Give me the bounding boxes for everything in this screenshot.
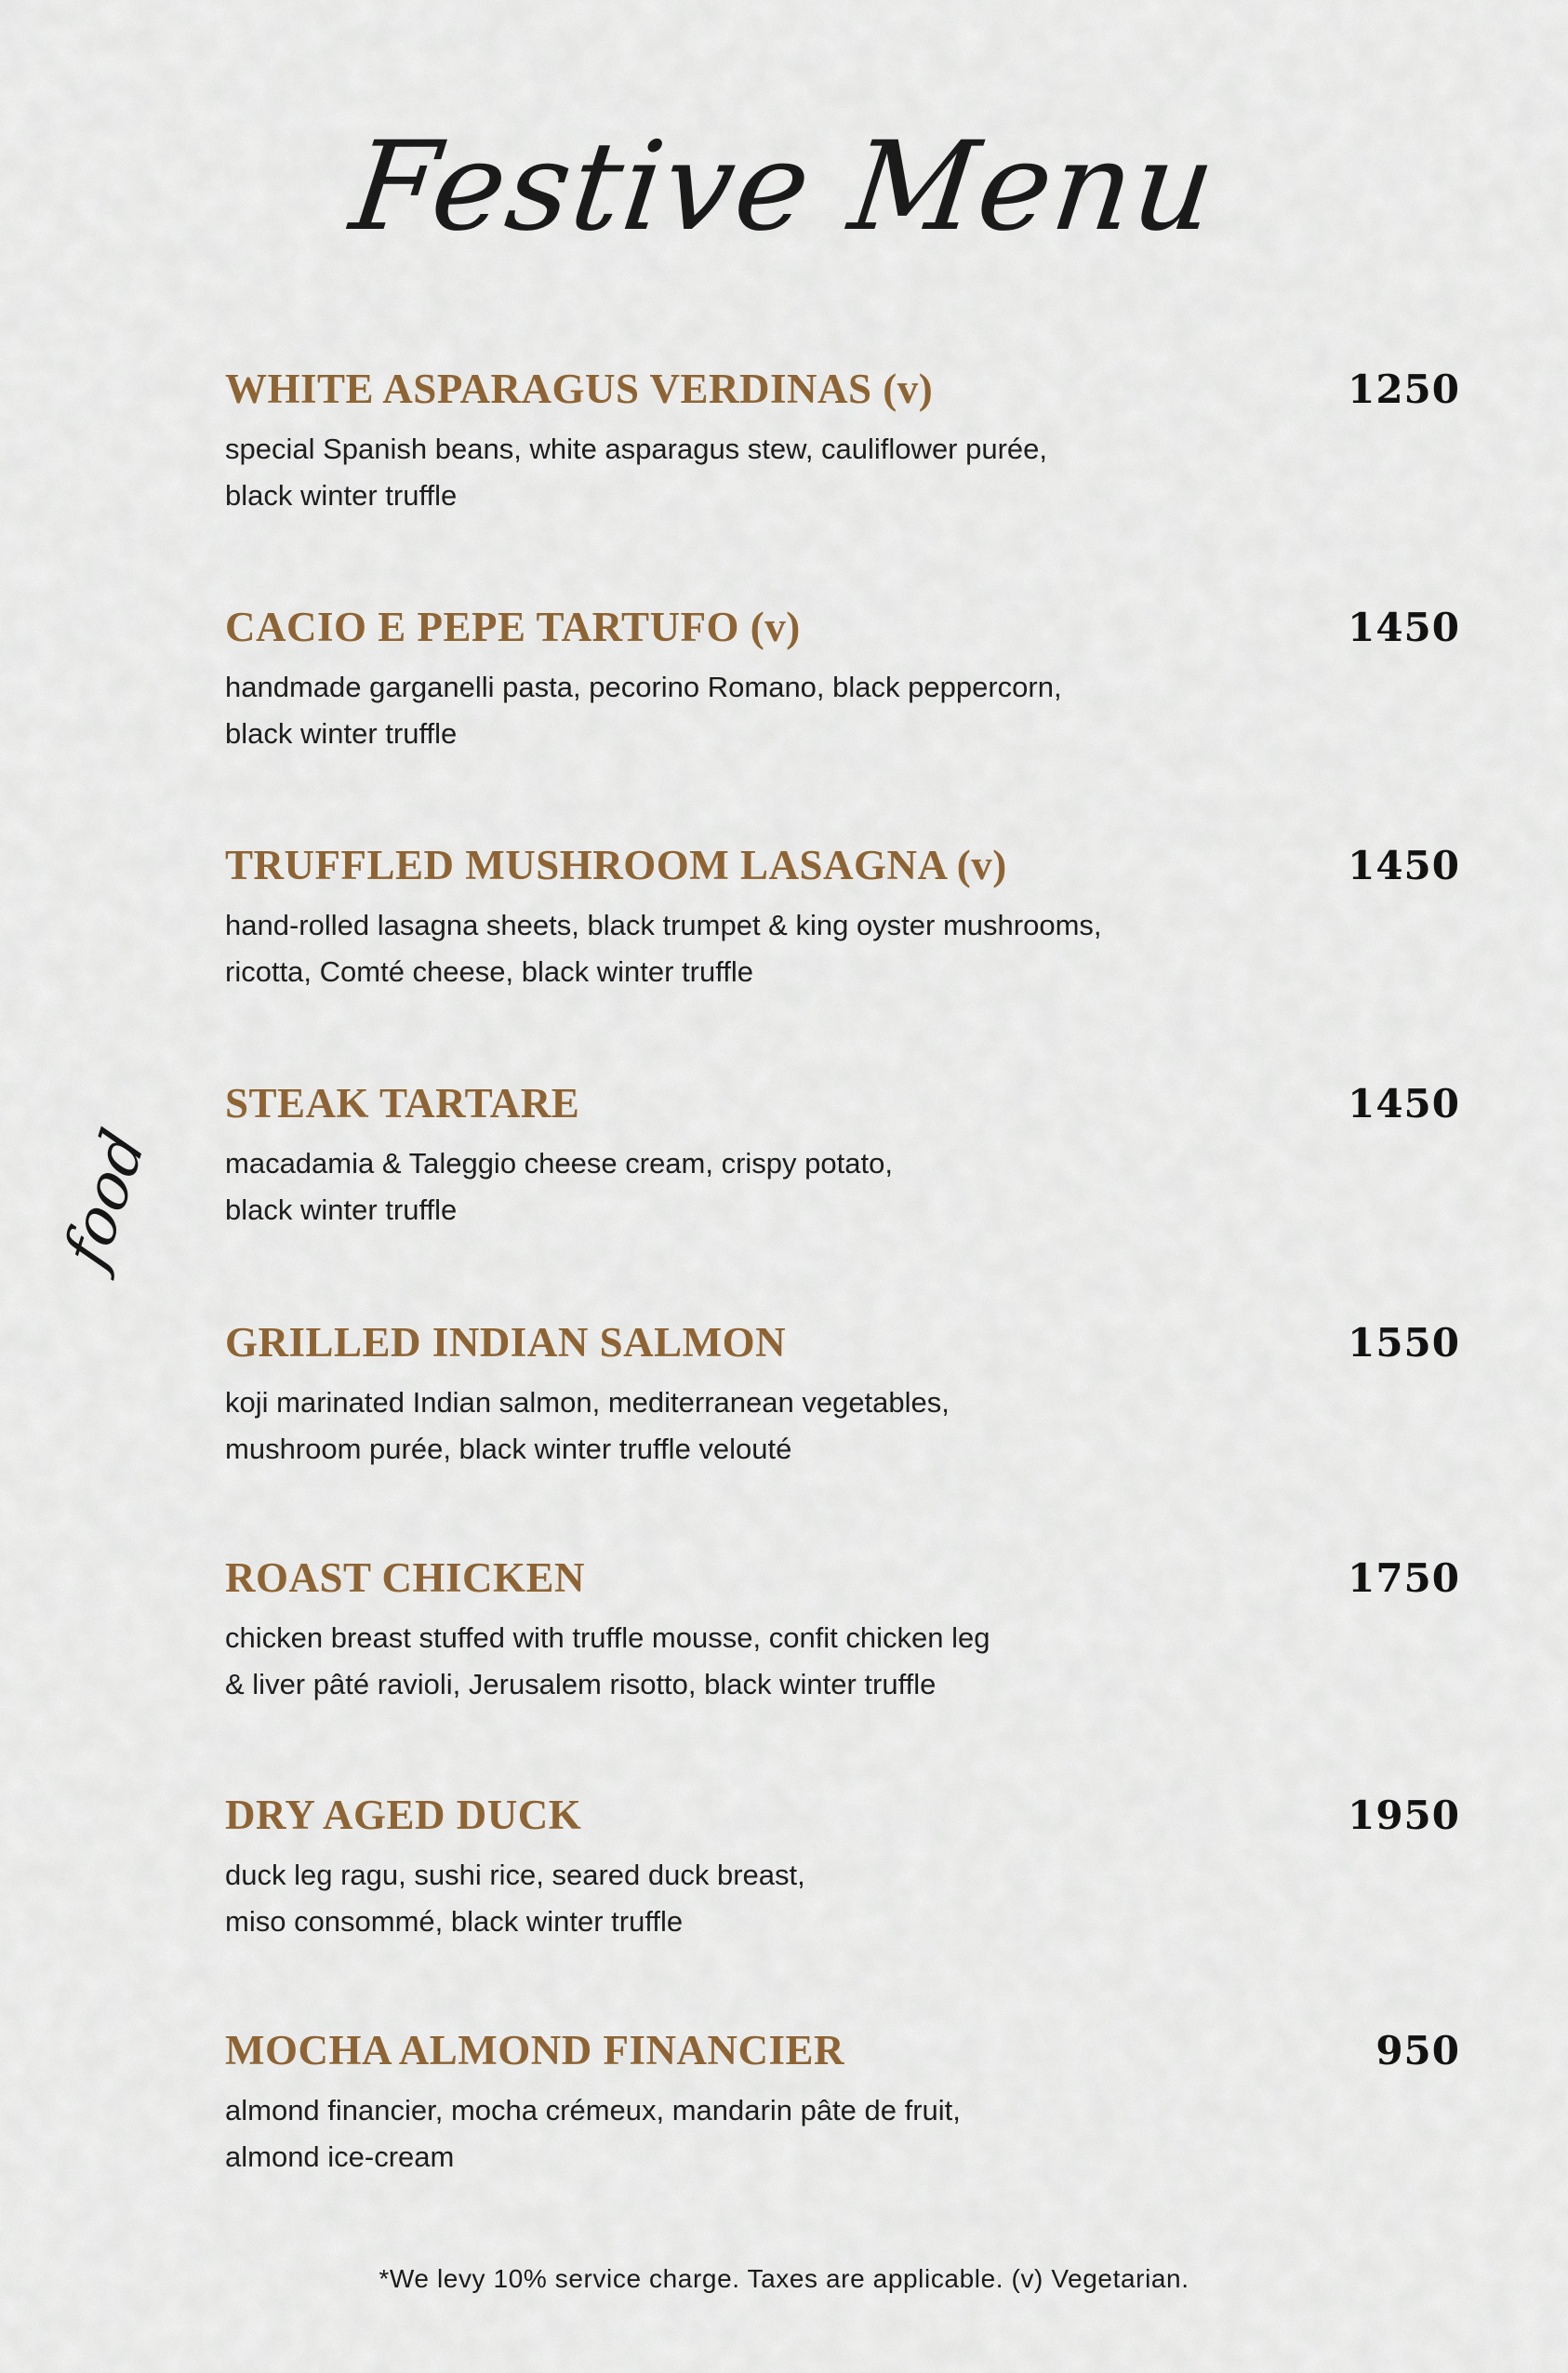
item-description bbox=[225, 902, 1460, 995]
item-description-line-1: special Spanish beans, white asparagus stew, cauliflower purée, bbox=[225, 433, 1048, 465]
item-description-line-2: miso consommé, black winter truffle bbox=[225, 1905, 684, 1938]
item-description-line-2: black winter truffle bbox=[225, 1193, 458, 1226]
menu-item bbox=[225, 1794, 1460, 1945]
item-description bbox=[225, 426, 1460, 519]
item-description-line-2: almond ice-cream bbox=[225, 2140, 455, 2173]
item-price: 950 bbox=[1375, 2028, 1460, 2073]
item-description-line-1: almond financier, mocha crémeux, mandarin pâte de fruit, bbox=[225, 2094, 961, 2126]
footer-note: *We levy 10% service charge. Taxes are applicable. (v) Vegetarian. bbox=[379, 2264, 1189, 2293]
menu-item bbox=[225, 1080, 1460, 1233]
item-description bbox=[225, 2087, 1460, 2180]
item-name: MOCHA ALMOND FINANCIER bbox=[225, 2027, 845, 2073]
item-description bbox=[225, 1615, 1460, 1708]
menu-item bbox=[225, 368, 1460, 519]
item-description-line-2: & liver pâté ravioli, Jerusalem risotto, black winter truffle bbox=[225, 1668, 937, 1700]
item-name: DRY AGED DUCK bbox=[225, 1792, 582, 1838]
item-description-line-2: black winter truffle bbox=[225, 717, 458, 750]
item-description bbox=[225, 1380, 1460, 1473]
item-description bbox=[225, 1852, 1460, 1945]
item-name: CACIO E PEPE TARTUFO (v) bbox=[225, 604, 801, 650]
menu-item bbox=[225, 1319, 1460, 1473]
item-name: TRUFFLED MUSHROOM LASAGNA (v) bbox=[225, 842, 1007, 888]
item-description-line-2: mushroom purée, black winter truffle velouté bbox=[225, 1433, 792, 1465]
item-description-line-1: macadamia & Taleggio cheese cream, crispy potato, bbox=[225, 1147, 893, 1180]
item-description-line-1: hand-rolled lasagna sheets, black trumpet & king oyster mushrooms, bbox=[225, 909, 1102, 941]
item-price: 1450 bbox=[1348, 605, 1460, 650]
item-name: STEAK TARTARE bbox=[225, 1080, 580, 1127]
item-price: 1750 bbox=[1348, 1555, 1460, 1601]
item-description-line-2: black winter truffle bbox=[225, 479, 458, 512]
menu-item bbox=[225, 842, 1460, 995]
section-label-food: food bbox=[50, 1119, 159, 1279]
item-name: GRILLED INDIAN SALMON bbox=[225, 1319, 787, 1366]
menu-item bbox=[225, 604, 1460, 757]
menu-item bbox=[225, 1554, 1460, 1708]
item-price: 1450 bbox=[1348, 1081, 1460, 1127]
item-description bbox=[225, 664, 1460, 757]
item-description-line-1: duck leg ragu, sushi rice, seared duck breast, bbox=[225, 1859, 805, 1891]
item-name: ROAST CHICKEN bbox=[225, 1554, 586, 1601]
item-description-line-2: ricotta, Comté cheese, black winter truffle bbox=[225, 955, 754, 988]
item-price: 1950 bbox=[1348, 1793, 1460, 1838]
item-description bbox=[225, 1140, 1460, 1233]
item-description-line-1: chicken breast stuffed with truffle mousse, confit chicken leg bbox=[225, 1621, 990, 1654]
item-description-line-1: handmade garganelli pasta, pecorino Romano, black peppercorn, bbox=[225, 671, 1062, 703]
menu-item bbox=[225, 2027, 1460, 2180]
item-price: 1250 bbox=[1348, 367, 1460, 412]
page-title: Festive Menu bbox=[343, 115, 1225, 259]
item-price: 1550 bbox=[1348, 1320, 1460, 1366]
item-name: WHITE ASPARAGUS VERDINAS (v) bbox=[225, 366, 934, 412]
item-description-line-1: koji marinated Indian salmon, mediterranean vegetables, bbox=[225, 1386, 950, 1419]
item-price: 1450 bbox=[1348, 843, 1460, 888]
